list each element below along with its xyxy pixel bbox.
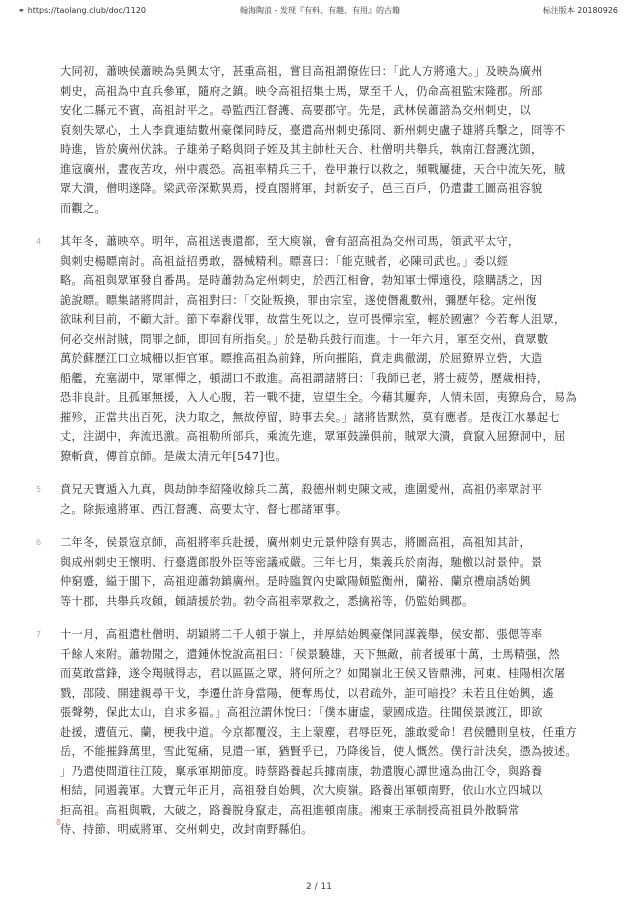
paragraph bbox=[36, 232, 600, 466]
text-line: 安化二縣元不賓，高祖討平之。尋監西江督護、高要郡守。先是，武林侯蕭諮為交州刺史，以 bbox=[60, 104, 531, 117]
text-line: 獠斬賁，傳首京師。是歲太清元年[547]也。 bbox=[60, 449, 287, 463]
text-line: 詭說瞟。瞟集諸將問計，高祖對曰：「交阯叛換，罪由宗室，遂使僭亂數州，彌歷年稔。定州復 bbox=[60, 293, 537, 307]
paragraph bbox=[60, 62, 600, 218]
text-line: 侍、持節、明威將軍、交州刺史，改封南野縣伯。 bbox=[60, 823, 313, 836]
text-line: 岳，不能摧鋒萬里，雪此冤痛，見遣一軍，猶賢乎已，乃降後旨，使人慨然。僕行計決矣，憑為披述。 bbox=[60, 745, 577, 758]
paragraph-marker: 8 bbox=[56, 818, 62, 827]
text-line: 戮，邵陵、開建親尋干戈，李遷仕許身當陽，便奪馬仗，以君疏外，詎可暗投？未若且住始興，遙 bbox=[60, 686, 554, 700]
paragraph bbox=[36, 480, 600, 519]
document-body bbox=[36, 62, 600, 854]
text-line: 何必交州討賊，問罪之師，即回有所指矣。」於是勒兵鼓行而進。十一年六月，軍至交州，賁眾數 bbox=[60, 332, 549, 346]
header-version: 标注版本 20180926 bbox=[542, 6, 618, 15]
header-title: 翰海陶浪 - 发现『有料、有趣、有用』的古籍 bbox=[240, 6, 400, 15]
text-line: 船艦，充塞湖中，眾軍憚之，頓湖口不敢進。高祖謂諸將曰：「我師已老，將士疲勞，歷歲相持， bbox=[60, 371, 549, 385]
text-line: 而莫敢當鋒，遂令羯賊得志，君以區區之眾，將何所之？如聞嶺北王侯又皆鼎沸，河東、桂陽相次屠 bbox=[60, 667, 566, 680]
text-line: 之。除振遠將軍、西江督護、高要太守、督七郡諸軍事。 bbox=[60, 502, 348, 516]
text-line: 赴援，遭值元、蘭，梗我中道。今京都覆沒，主上蒙塵，君辱臣死，誰敢愛命！君侯體則皇枝，任重方 bbox=[60, 725, 577, 739]
paragraph-number: 5 bbox=[36, 485, 42, 494]
text-line: 裒刻失眾心，土人李賁連結數州豪傑同時反，臺遣高州刺史孫冏、新州刺史盧子雄將兵擊之，冏等不 bbox=[60, 123, 566, 137]
text-line: 賁兄天寶遁入九真，與劫帥李紹隆收餘兵二萬，殺德州刺史陳文戒，進圍愛州，高祖仍率眾討平 bbox=[60, 483, 543, 496]
page-number: 2 / 11 bbox=[306, 882, 332, 892]
text-line: 進寇廣州，晝夜苦攻，州中震恐。高祖率精兵三千，卷甲兼行以救之，頻戰屢捷，天合中流矢死，賊 bbox=[60, 162, 566, 176]
text-line: 」乃遣使間道往江陵，稟承軍期節度。時蔡路養起兵據南康，勃遣腹心譚世遠為曲江令，與路養 bbox=[60, 764, 543, 778]
text-line: 等十郡，共舉兵攻頠，頠請援於勃。勃令高祖率眾救之，悉擒裕等，仍監始興郡。 bbox=[60, 594, 474, 608]
text-line: 仲窮蹙，縊于閣下，高祖迎蕭勃鎮廣州。是時臨賀內史歐陽頠監衡州，蘭裕、蘭京禮扇誘始興 bbox=[60, 575, 531, 588]
paragraph bbox=[36, 625, 600, 840]
text-line: 十一月，高祖遣杜僧明、胡穎將二千人頓于嶺上，并厚結始興豪傑同謀義舉，侯安都、張偲等率 bbox=[60, 628, 543, 641]
text-line: 與刺史楊瞟南討。高祖益招勇敢，器械精利。瞟喜曰：「能克賊者，必陳司武也。」委以經 bbox=[60, 254, 509, 268]
text-line: 欲昧利目前，不顧大計。節下奉辭伐罪，故當生死以之，豈可畏憚宗室，輕於國憲？今若奪人沮眾， bbox=[60, 313, 566, 326]
text-line: 刺史，高祖為中直兵參軍，隨府之鎮。映令高祖招集士馬，眾至千人，仍命高祖監宋隆郡。所部 bbox=[60, 84, 543, 98]
text-line: 略。高祖與眾軍發自番禺。是時蕭勃為定州刺史，於西江相會，勃知軍士憚遠役，陰購誘之，因 bbox=[60, 274, 543, 287]
text-line: 而觀之。 bbox=[60, 201, 106, 215]
text-line: 眾大潰，僧明遂降。梁武帝深歎異焉，授直閤將軍，封新安子，邑三百戶，仍遣畫工圖高祖容貌 bbox=[60, 182, 543, 195]
paragraph-number: 4 bbox=[36, 237, 42, 246]
text-line: 千餘人來附。蕭勃聞之，遣鍾休悅說高祖曰：「侯景驍雄，天下無敵，前者援軍十萬，士馬精强，然 bbox=[60, 647, 560, 661]
text-line: 張聲勢，保此太山，自求多福。」高祖泣謂休悅曰：「僕本庸虛，蒙國成造。往聞侯景渡江，即欲 bbox=[60, 706, 543, 719]
text-line: 摧殄，正當共出百死，決力取之，無故停留，時事去矣。」諸將皆默然，莫有應者。是夜江水暴起七 bbox=[60, 410, 560, 424]
text-line: 萬於蘇歷江口立城柵以拒官軍。瞟推高祖為前鋒，所向摧陷，賁走典徹湖，於屈獠界立砦，大造 bbox=[60, 352, 543, 365]
text-line: 與成州刺史王懷明、行臺選郎殷外臣等密議戒嚴。三年七月，集義兵於南海，馳檄以討景仲。景 bbox=[60, 555, 543, 569]
text-line: 二年冬，侯景寇京師，高祖將率兵赴援，廣州刺史元景仲陰有異志，將圖高祖，高祖知其計， bbox=[60, 536, 531, 549]
text-line: 恐非良計。且孤軍無援，入人心腹，若一戰不捷，豈望生全。今藉其屢奔，人情未固，夷獠烏合，易為 bbox=[60, 391, 577, 404]
text-line: 大同初，蕭映侯蕭映為吳興太守，甚重高祖，嘗目高祖謂僚佐曰：「此人方將遠大。」及映為廣州 bbox=[60, 65, 543, 78]
link-icon: ⚭ bbox=[18, 6, 25, 15]
text-line: 丈，注湖中，奔流迅激。高祖勒所部兵，乘流先進，眾軍鼓譟俱前，賊眾大潰，賁竄入屈獠洞中，屈 bbox=[60, 430, 566, 443]
text-line: 時進，皆於廣州伏誅。子雄弟子略與冏子姪及其主帥杜天合、杜僧明共舉兵，執南江督護沈顗， bbox=[60, 143, 543, 156]
text-line: 拒高祖。高祖與戰，大破之，路養脫身竄走，高祖進頓南康。湘東王承制授高祖員外散騎常 bbox=[60, 803, 520, 817]
page-header bbox=[0, 0, 638, 20]
paragraph bbox=[36, 533, 600, 611]
header-url[interactable]: ⚭ https://taolang.club/doc/1120 bbox=[18, 6, 147, 15]
text-line: 其年冬，蕭映卒。明年，高祖送喪還都，至大庾嶺，會有詔高祖為交州司馬，領武平太守， bbox=[60, 235, 520, 248]
paragraph-number: 6 bbox=[36, 538, 42, 547]
paragraph-number: 7 bbox=[36, 630, 42, 639]
text-line: 相結，同遏義軍。大寶元年正月，高祖發自始興，次大庾嶺。路養出軍頓南野，依山水立四城以 bbox=[60, 784, 543, 797]
